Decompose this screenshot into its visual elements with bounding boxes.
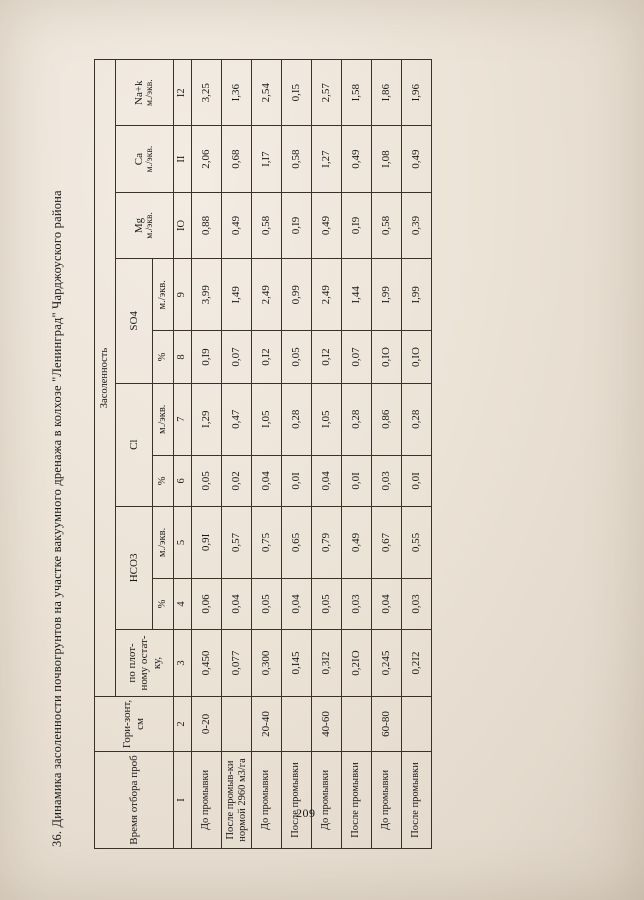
header-hco3-mgeq: м./экв. <box>153 506 174 578</box>
row-horizon <box>402 697 432 752</box>
table-row <box>192 60 222 849</box>
header-ion-ca <box>116 126 174 192</box>
cell-cl-mgeq: 0,28 <box>282 383 312 455</box>
row-label: После промывки <box>402 752 432 849</box>
number-col-3: 3 <box>174 630 192 697</box>
cell-cl-percent: 0,0I <box>402 455 432 506</box>
cell-nak: I,86 <box>372 60 402 126</box>
cell-so4-percent: 0,I2 <box>312 331 342 383</box>
cell-dense-residue: 0,2IO <box>342 630 372 697</box>
header-ion-mg <box>116 192 174 258</box>
cell-so4-mgeq: I,44 <box>342 259 372 331</box>
cell-nak: I,36 <box>222 60 252 126</box>
header-time-of-sampling: Время отбора проб <box>95 752 174 849</box>
cell-ca: 0,58 <box>282 126 312 192</box>
cell-cl-percent: 0,03 <box>372 455 402 506</box>
cell-dense-residue: 0,I45 <box>282 630 312 697</box>
cell-so4-percent: 0,IO <box>372 331 402 383</box>
number-col-5: 5 <box>174 506 192 578</box>
cell-hco3-percent: 0,05 <box>252 579 282 630</box>
table-numbering-row <box>174 60 192 849</box>
cell-hco3-percent: 0,04 <box>222 579 252 630</box>
cell-so4-percent: 0,07 <box>222 331 252 383</box>
row-label: До промывки <box>312 752 342 849</box>
cell-mg: 0,39 <box>402 192 432 258</box>
header-ion-nak-unit: м./экв. <box>144 79 155 106</box>
page-number: 209 <box>296 806 316 820</box>
header-so4-percent: % <box>153 331 174 383</box>
row-label: До промывки <box>192 752 222 849</box>
header-cl-mgeq: м./экв. <box>153 383 174 455</box>
header-so4-mgeq: м./экв. <box>153 259 174 331</box>
cell-hco3-percent: 0,03 <box>402 579 432 630</box>
cell-cl-percent: 0,04 <box>312 455 342 506</box>
cell-mg: 0,58 <box>252 192 282 258</box>
cell-hco3-percent: 0,06 <box>192 579 222 630</box>
header-hco3-percent: % <box>153 579 174 630</box>
cell-ca: I,I7 <box>252 126 282 192</box>
header-ion-nak <box>116 60 174 126</box>
cell-hco3-mgeq: 0,75 <box>252 506 282 578</box>
cell-hco3-mgeq: 0,49 <box>342 506 372 578</box>
cell-nak: 2,54 <box>252 60 282 126</box>
row-label: После промыв-ки нормой 2960 м3/га <box>222 752 252 849</box>
cell-cl-mgeq: I,29 <box>192 383 222 455</box>
table-caption: 36. Динамика засоленности почвогрунтов на участке вакуумного дренажа в колхозе "Ленинград" Чарджоуского района <box>50 190 64 847</box>
cell-ca: 0,49 <box>342 126 372 192</box>
cell-nak: 0,I5 <box>282 60 312 126</box>
number-col-12: I2 <box>174 60 192 126</box>
header-ion-ca-unit: м./экв. <box>144 145 155 173</box>
cell-mg: 0,I9 <box>342 192 372 258</box>
cell-cl-percent: 0,05 <box>192 455 222 506</box>
cell-mg: 0,58 <box>372 192 402 258</box>
table-row <box>402 60 432 849</box>
cell-mg: 0,49 <box>222 192 252 258</box>
header-ion-cl: Cl <box>116 383 153 506</box>
cell-cl-mgeq: I,05 <box>312 383 342 455</box>
cell-so4-mgeq: 2,49 <box>252 259 282 331</box>
cell-cl-percent: 0,02 <box>222 455 252 506</box>
cell-hco3-percent: 0,04 <box>282 579 312 630</box>
cell-so4-percent: 0,IO <box>402 331 432 383</box>
cell-ca: 0,49 <box>402 126 432 192</box>
cell-hco3-mgeq: 0,67 <box>372 506 402 578</box>
cell-hco3-mgeq: 0,9I <box>192 506 222 578</box>
table-row <box>222 60 252 849</box>
cell-nak: 3,25 <box>192 60 222 126</box>
number-col-4: 4 <box>174 579 192 630</box>
cell-cl-percent: 0,0I <box>342 455 372 506</box>
cell-so4-percent: 0,I2 <box>252 331 282 383</box>
cell-dense-residue: 0,3I2 <box>312 630 342 697</box>
cell-ca: 2,06 <box>192 126 222 192</box>
cell-cl-percent: 0,04 <box>252 455 282 506</box>
table-container <box>94 59 432 849</box>
cell-so4-mgeq: 0,99 <box>282 259 312 331</box>
cell-dense-residue: 0,300 <box>252 630 282 697</box>
cell-so4-mgeq: 3,99 <box>192 259 222 331</box>
row-horizon: 20-40 <box>252 697 282 752</box>
cell-hco3-mgeq: 0,55 <box>402 506 432 578</box>
cell-so4-percent: 0,I9 <box>192 331 222 383</box>
table-row <box>312 60 342 849</box>
header-ion-mg-unit: м./экв. <box>144 212 155 239</box>
cell-so4-percent: 0,07 <box>342 331 372 383</box>
table-row <box>252 60 282 849</box>
cell-nak: I,58 <box>342 60 372 126</box>
cell-hco3-percent: 0,05 <box>312 579 342 630</box>
cell-dense-residue: 0,450 <box>192 630 222 697</box>
cell-dense-residue: 0,245 <box>372 630 402 697</box>
number-col-7: 7 <box>174 383 192 455</box>
cell-ca: I,08 <box>372 126 402 192</box>
cell-cl-mgeq: 0,28 <box>402 383 432 455</box>
cell-dense-residue: 0,2I2 <box>402 630 432 697</box>
row-horizon: 0-20 <box>192 697 222 752</box>
row-horizon <box>282 697 312 752</box>
header-ion-ca-name: Ca <box>133 152 146 166</box>
row-label: До промывки <box>252 752 282 849</box>
number-col-6: 6 <box>174 455 192 506</box>
cell-cl-mgeq: I,05 <box>252 383 282 455</box>
header-group-salinity: Засоленность <box>95 60 116 697</box>
cell-so4-mgeq: I,49 <box>222 259 252 331</box>
row-horizon: 60-80 <box>372 697 402 752</box>
number-col-9: 9 <box>174 259 192 331</box>
cell-cl-percent: 0,0I <box>282 455 312 506</box>
cell-hco3-percent: 0,04 <box>372 579 402 630</box>
table-row <box>342 60 372 849</box>
cell-mg: 0,49 <box>312 192 342 258</box>
row-label: После промывки <box>282 752 312 849</box>
row-horizon <box>222 697 252 752</box>
table-row <box>282 60 312 849</box>
number-col-11: II <box>174 126 192 192</box>
salinity-table <box>94 59 432 849</box>
cell-ca: I,27 <box>312 126 342 192</box>
header-horizon: Гори-зонт, см <box>95 697 174 752</box>
table-row <box>372 60 402 849</box>
cell-hco3-mgeq: 0,65 <box>282 506 312 578</box>
cell-nak: 2,57 <box>312 60 342 126</box>
cell-mg: 0,I9 <box>282 192 312 258</box>
row-label: До промывки <box>372 752 402 849</box>
cell-so4-percent: 0,05 <box>282 331 312 383</box>
header-ion-mg-name: Mg <box>133 217 146 234</box>
header-ion-nak-name: Na+k <box>133 80 146 105</box>
number-col-8: 8 <box>174 331 192 383</box>
row-label: После промывки <box>342 752 372 849</box>
table-header-row-1 <box>95 60 116 849</box>
cell-hco3-mgeq: 0,79 <box>312 506 342 578</box>
header-cl-percent: % <box>153 455 174 506</box>
header-ion-so4: SO4 <box>116 259 153 383</box>
number-col-10: IO <box>174 192 192 258</box>
number-col-2: 2 <box>174 697 192 752</box>
cell-dense-residue: 0,077 <box>222 630 252 697</box>
cell-hco3-mgeq: 0,57 <box>222 506 252 578</box>
cell-nak: I,96 <box>402 60 432 126</box>
cell-so4-mgeq: I,99 <box>372 259 402 331</box>
header-dense-residue: по плот-ному остат-ку, <box>116 630 174 697</box>
cell-cl-mgeq: 0,28 <box>342 383 372 455</box>
cell-cl-mgeq: 0,47 <box>222 383 252 455</box>
header-ion-hco3: НСО3 <box>116 506 153 629</box>
cell-so4-mgeq: I,99 <box>402 259 432 331</box>
cell-hco3-percent: 0,03 <box>342 579 372 630</box>
cell-cl-mgeq: 0,86 <box>372 383 402 455</box>
number-col-1: I <box>174 752 192 849</box>
row-horizon: 40-60 <box>312 697 342 752</box>
cell-mg: 0,88 <box>192 192 222 258</box>
cell-ca: 0,68 <box>222 126 252 192</box>
cell-so4-mgeq: 2,49 <box>312 259 342 331</box>
row-horizon <box>342 697 372 752</box>
rotated-page-content <box>42 35 602 865</box>
